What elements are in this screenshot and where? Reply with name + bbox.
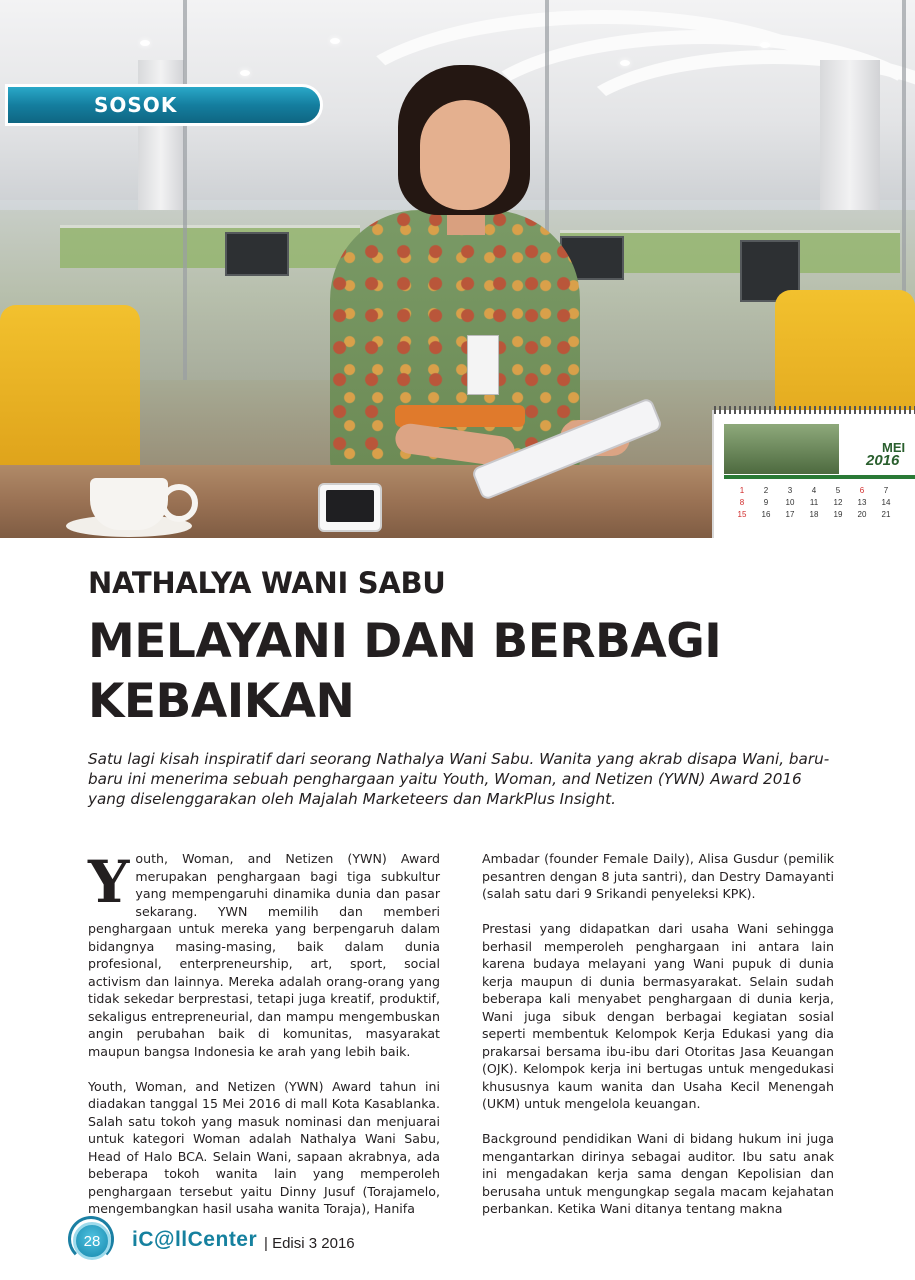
section-banner	[5, 84, 323, 126]
calendar-day: 1	[739, 486, 745, 495]
smartphone	[318, 483, 382, 532]
calendar-day: 3	[787, 486, 793, 495]
calendar-day: 2	[763, 486, 769, 495]
calendar-day: 10	[785, 498, 795, 507]
desk-calendar	[712, 410, 915, 538]
calendar-day: 17	[785, 510, 795, 519]
edition-label: | Edisi 3 2016	[264, 1235, 355, 1252]
section-tag: SOSOK	[94, 93, 178, 117]
monitor	[225, 232, 289, 276]
woman-face	[420, 100, 510, 210]
calendar-day: 13	[857, 498, 867, 507]
calendar-day: 20	[857, 510, 867, 519]
ceiling-light	[240, 70, 250, 76]
calendar-day: 16	[761, 510, 771, 519]
magazine-logo: iC@llCenter	[132, 1228, 258, 1251]
yellow-chair	[0, 305, 140, 475]
calendar-day: 7	[883, 486, 889, 495]
calendar-day: 9	[763, 498, 769, 507]
article-paragraph: Ambadar (founder Female Daily), Alisa Gusdur (pemilik pesantren dengan 8 juta santri), dan Destry Damayanti (salah satu dari 9 Srikandi penyeleksi KPK).	[482, 851, 834, 901]
article-column-right	[482, 850, 834, 1235]
cup-handle	[160, 484, 198, 522]
article-paragraph	[88, 850, 440, 1060]
calendar-grid	[730, 486, 898, 519]
calendar-month: MEI	[882, 440, 906, 455]
ceiling-light	[620, 60, 630, 66]
window-frame	[183, 0, 187, 380]
article-column-left	[88, 850, 440, 1235]
phone-screen	[326, 490, 374, 522]
page-number-badge	[73, 1222, 111, 1260]
calendar-day: 18	[809, 510, 819, 519]
calendar-year: 2016	[866, 452, 900, 469]
article-paragraph: Background pendidikan Wani di bidang hukum ini juga mengantarkan dirinya sebagai auditor. Ibu satu anak ini mengadakan kerja sama dengan Kepolisian dan berusaha untuk mengungkap segala macam kejahatan perbankan. Ketika Wani ditanya tentang makna	[482, 1131, 834, 1216]
article-lead: Satu lagi kisah inspiratif dari seorang Nathalya Wani Sabu. Wanita yang akrab disapa Wani, baru-baru ini menerima sebuah penghargaan yaitu Youth, Woman, and Netizen (YWN) Award 2016 yang diselenggarakan oleh Majalah Marketeers dan MarkPlus Insight.	[88, 750, 830, 808]
calendar-day: 6	[859, 486, 865, 495]
drop-cap: Y	[88, 848, 130, 916]
calendar-day: 8	[739, 498, 745, 507]
article-title: MELAYANI DAN BERBAGI KEBAIKAN	[88, 614, 722, 729]
ceiling-light	[330, 38, 340, 44]
coffee-cup	[90, 478, 168, 530]
person-name: NATHALYA WANI SABU	[88, 566, 446, 600]
calendar-day: 19	[833, 510, 843, 519]
calendar-day: 12	[833, 498, 843, 507]
id-badge	[467, 335, 499, 395]
calendar-day: 11	[809, 498, 819, 507]
desk-row	[60, 225, 360, 268]
article-paragraph: Prestasi yang didapatkan dari usaha Wani sehingga berhasil memperoleh penghargaan ini antara lain karena budaya melayani yang Wani pupuk di dunia kerja maupun di dunia bermasyarakat. Selain sudah beberapa kali menyabet penghargaan di dunia kerja, Wani juga sibuk dengan berbagai kegiatan sosial seperti membentuk Kelompok Kerja Edukasi yang dia prakarsai bersama ibu-ibu dari Otoritas Jasa Keuangan (OJK). Kelompok kerja ini bertugas untuk mengedukasi khususnya kaum wanita dan Usaha Kecil Menengah (UKM) untuk mengelola keuangan.	[482, 921, 834, 1111]
page-number: 28	[83, 1233, 101, 1250]
calendar-day: 15	[737, 510, 747, 519]
calendar-day: 5	[835, 486, 841, 495]
article-paragraph: Youth, Woman, and Netizen (YWN) Award tahun ini diadakan tanggal 15 Mei 2016 di mall Kota Kasablanka. Salah satu tokoh yang masuk nominasi dan menjuarai untuk kategori Woman adalah Nathalya Wani Sabu, Head of Halo BCA. Selain Wani, sapaan akrabnya, ada beberapa tokoh wanita lain yang memperoleh penghargaan tersebut yaitu Dinny Jusuf (Torajamelo, mengembangkan hasil usaha wanita Toraja), Hanifa	[88, 1078, 440, 1216]
calendar-day: 14	[881, 498, 891, 507]
calendar-day: 21	[881, 510, 891, 519]
calendar-rings	[714, 406, 915, 414]
paragraph-text: outh, Woman, and Netizen (YWN) Award merupakan penghargaan bagi tiga subkultur yang mempengaruhi dinamika dunia dan pasar sekarang. YWN memilih dan memberi penghargaan untuk mereka yang berpengaruh dalam bidangnya masing-masing, baik dalam dunia profesional, enterpreneurship, art, sport, social activism dan lainnya. Mereka adalah orang-orang yang tidak sekedar berprestasi, tetapi juga kreatif, produktif, sekaligus entrepreneurial, dan mampu mengembuskan angin perubahan baik di komunitas, masyarakat maupun bangsa Indonesia ke arah yang lebih baik.	[88, 851, 440, 1059]
ceiling-light	[760, 42, 770, 48]
calendar-day: 4	[811, 486, 817, 495]
calendar-photo	[724, 424, 839, 474]
calendar-band	[724, 475, 915, 479]
cover-photo	[0, 0, 915, 538]
ceiling-light	[140, 40, 150, 46]
